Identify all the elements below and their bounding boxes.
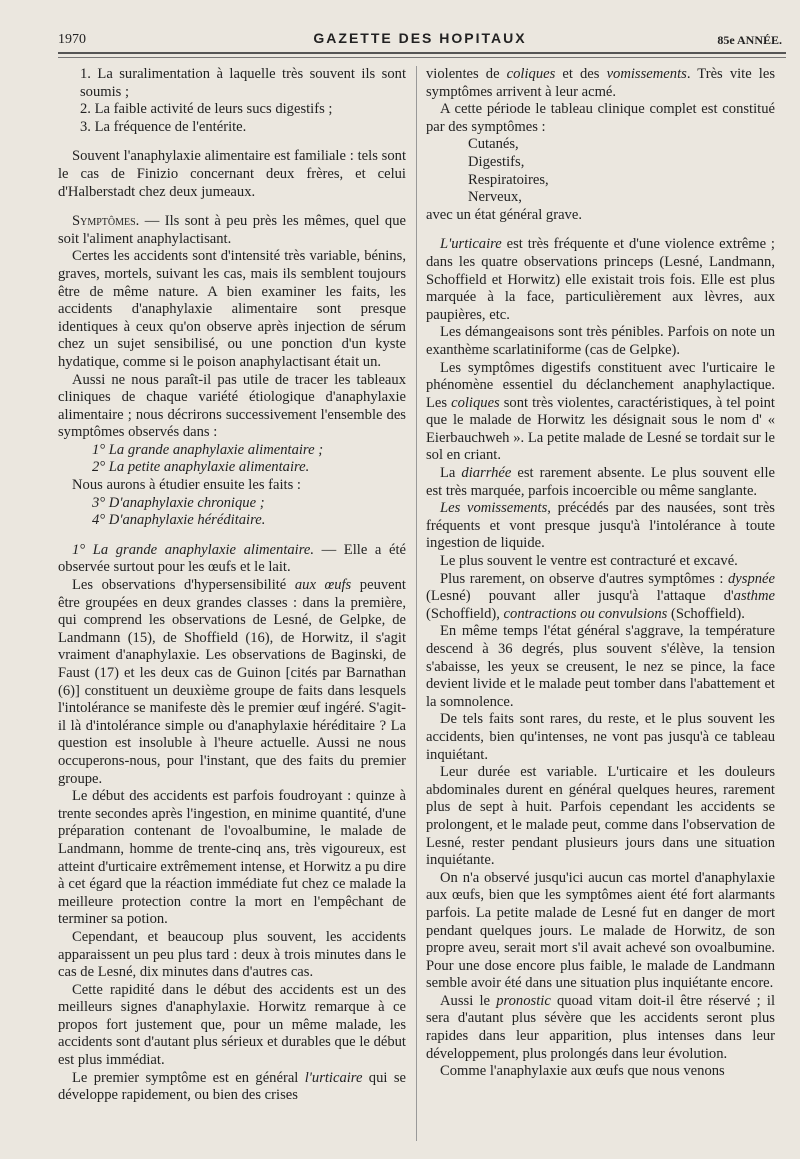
paragraph-pronostic <box>426 993 775 1063</box>
paragraph-debut: Le début des accidents est parfois foudroyant : quinze à trente secondes après l'ingestion, en minime quantité, d'une préparation contenant de l'ovoalbumine, le malade de Landmann, homme de trente-cinq ans, très vigoureux, est atteint d'urticaire extrêmement intense, et Horwitz a pu dire à cet égard que la réaction immédiate fut chez ce malade la meilleure protection contre la mort en l'empêchant de terminer sa potion. <box>58 788 406 928</box>
paragraph-vomissements <box>426 500 775 553</box>
symptom-item: Respiratoires, <box>468 171 549 188</box>
text-run: Le premier symptôme est en général <box>72 1069 305 1086</box>
paragraph-aussi: Aussi ne nous paraît-il pas utile de tracer les tableaux cliniques de chaque variété étiologique d'anaphylaxie alimentaire ; nous décrirons successivement l'ensemble des symptômes observés dans : <box>58 371 406 441</box>
text-run: est rarement absente. Le plus souvent elle est très marquée, parfois incoercible ou même sanglante. <box>426 465 775 499</box>
text-run: Aussi le <box>440 992 497 1009</box>
paragraph-premier <box>58 1070 406 1105</box>
cause-item: 3. La fréquence de l'entérite. <box>80 118 247 135</box>
journal-title: GAZETTE DES HOPITAUX <box>313 30 527 46</box>
text-run: et des <box>555 66 607 82</box>
paragraph-nous: Nous aurons à étudier ensuite les faits : <box>72 477 301 494</box>
paragraph-text: — Ils sont à peu près les mêmes, quel que soit l'aliment anaphylactisant. <box>58 213 406 247</box>
text-run-italic: L'urticaire <box>440 236 502 253</box>
text-run: (Schoffield), <box>426 605 504 622</box>
text-run-italic: vomissements <box>606 66 687 82</box>
paragraph-rapidite: Cette rapidité dans le début des accidents est un des meilleurs signes d'anaphylaxie. Horwitz remarque à ce propos fort justement que, pour un même malade, les accidents sont d'autant plus sérieux et durables que le début est plus immédiat. <box>58 981 406 1069</box>
text-run: sont très violentes, caractéristiques, à tel point que le malade de Horwitz les désignait sous le nom d' « Eierbauchweh ». La petite malade de Lesné se tordait sur le sol en criant. <box>426 394 775 464</box>
paragraph-tels-faits: De tels faits sont rares, du reste, et le plus souvent les accidents, bien qu'intenses, ne vont pas jusqu'à ce tableau inquiétant. <box>426 711 775 763</box>
paragraph-meme-temps: En même temps l'état général s'aggrave, la température descend à 36 degrés, plus souvent s'élève, la tension s'abaisse, les yeux se creusent, le nez se pince, la face devient livide et le malade peut tomber dans l'abattement et la somnolence. <box>426 623 775 710</box>
paragraph-grande <box>58 542 406 577</box>
paragraph-text: — Elle a été observée surtout pour les œufs et le lait. <box>58 541 406 576</box>
left-column <box>58 66 406 1144</box>
paragraph-mortel: On n'a observé jusqu'ici aucun cas mortel d'anaphylaxie aux œufs, bien que les symptômes aient été fort alarmants parfois. La petite malade de Lesné fut en danger de mort pendant quelques jours. Le malade de Horwitz, de son propre aveu, serait mort s'il avait achevé son ovoalbumine. Pour une dose encore plus faible, le malade de Landmann semble avoir été dans une situation plus inquiétante encore. <box>426 869 775 992</box>
text-run-italic: contractions ou convulsions <box>503 605 668 622</box>
text-run: est très fréquente et d'une violence extrême ; dans les quatre observations princeps (Lesné, Landmann, Schoffield et Horwitz) elle existait trois fois. Elle est plus marquée à la face, particulièrement aux lèvres, aux paupières, etc. <box>426 236 775 323</box>
text-run-italic: asthme <box>733 588 775 605</box>
text-run-italic: l'urticaire <box>304 1069 363 1086</box>
paragraph-certes: Certes les accidents sont d'intensité très variable, bénins, graves, mortels, suivant les cas, mais ils semblent toujours être de même nature. A bien examiner les faits, les accidents d'anaphylaxie alimentaire sont presque identiques à ceux qu'on observe après injection de sérum chez un sujet sensibilisé, ou une ponction d'un kyste hydatique, comme si le poison anaphylactisant était un. <box>58 248 406 370</box>
text-run: qui se développe rapidement, ou bien des crises <box>58 1069 406 1104</box>
text-run-italic: coliques <box>506 66 556 82</box>
page-number: 1970 <box>58 32 86 47</box>
text-run: (Schoffield). <box>667 605 745 622</box>
text-run-italic: aux œufs <box>294 577 352 594</box>
symptom-item: Digestifs, <box>468 153 525 170</box>
paragraph-comme: Comme l'anaphylaxie aux œufs que nous venons <box>440 1063 725 1080</box>
symptom-item: Nerveux, <box>468 189 522 206</box>
text-run-italic: dyspnée <box>727 570 775 587</box>
text-run: Plus rarement, on observe d'autres symptômes : <box>440 570 728 587</box>
page-header <box>58 28 782 52</box>
header-rule-thin <box>58 57 786 58</box>
form-item: 3° D'anaphylaxie chronique ; <box>92 494 265 511</box>
text-run: , précédés par des nausées, sont très fréquents et vont presque jusqu'à l'intolérance à toute ingestion de liquide. <box>426 500 775 552</box>
cause-item: 1. La suralimentation à laquelle très souvent ils sont soumis ; <box>80 66 406 100</box>
paragraph-diarrhee <box>426 465 775 500</box>
text-run: (Lesné) pouvant aller jusqu'à l'attaque d' <box>426 588 734 605</box>
paragraph-familial: Souvent l'anaphylaxie alimentaire est familiale : tels sont le cas de Finizio concernant deux frères, et celui d'Halberstadt chez deux jumeaux. <box>58 148 406 200</box>
section-heading-grande: 1° La grande anaphylaxie alimentaire. <box>72 541 315 558</box>
text-run-italic: diarrhée <box>461 465 512 482</box>
text-run: quoad vitam doit-il être réservé ; il sera d'autant plus sévère que les accidents seront plus rapides dans leur apparition, plus intenses dans leur développement, plus prolongés dans leur évolution. <box>426 992 775 1062</box>
text-run: . Très vite les symptômes arrivent à leur acmé. <box>426 66 775 100</box>
paragraph-symptomes <box>58 213 406 248</box>
text-run-italic: coliques <box>451 394 500 411</box>
right-column <box>426 66 775 1144</box>
text-run: violentes de <box>426 66 507 82</box>
paragraph-etat: avec un état général grave. <box>426 206 582 223</box>
form-item: 4° D'anaphylaxie héréditaire. <box>92 512 266 529</box>
text-run-italic: Les vomissements <box>440 500 548 517</box>
form-item: 2° La petite anaphylaxie alimentaire. <box>92 459 310 476</box>
paragraph-duree: Leur durée est variable. L'urticaire et les douleurs abdominales durent en général quelques heures, rarement plus de sept à huit. Parfois cependant les accidents se prolongent, et le malade peut, comme dans l'observation de Lesné, rester pendant plusieurs jours dans une situation inquiétante. <box>426 764 775 869</box>
form-item: 1° La grande anaphylaxie alimentaire ; <box>92 441 324 458</box>
paragraph-cependant: Cependant, et beaucoup plus souvent, les accidents apparaissent un peu plus tard : deux à trois minutes dans le cas de Lesné, dix minutes dans d'autres cas. <box>58 928 406 981</box>
paragraph-periode: A cette période le tableau clinique complet est constitué par des symptômes : <box>426 101 775 135</box>
symptom-item: Cutanés, <box>468 136 519 153</box>
section-heading-symptomes: Symptômes. <box>72 213 140 230</box>
text-run-italic: pronostic <box>496 992 551 1009</box>
text-run: Les observations d'hypersensibilité <box>72 577 295 594</box>
paragraph-ventre: Le plus souvent le ventre est contracturé et excavé. <box>440 553 738 570</box>
paragraph-urticaire <box>426 236 775 324</box>
paragraph-violentes <box>426 66 775 101</box>
text-run: La <box>440 465 462 482</box>
header-rule <box>58 52 786 54</box>
journal-year: 85e ANNÉE. <box>717 33 782 47</box>
cause-item: 2. La faible activité de leurs sucs digestifs ; <box>80 101 333 118</box>
paragraph-digestifs <box>426 360 775 466</box>
text-run: peuvent être groupées en deux grandes classes : dans la première, qui comprend les observations de Lesné, de Gelpke, de Landmann (15), de Shoffield (16), de Horwitz, il s'agit vraiment d'anaphylaxie. Les observations de Baginski, de Faust (17) et les deux cas de Guinon [cités par Barnathan (6)] constituent un deuxième groupe de faits dans lesquels l'intolérance se manifeste dès le premier œuf ingéré. S'agit-il là d'intolérance simple ou d'anaphylaxie héréditaire ? La question est insoluble à l'heure actuelle. Aussi ne nous occuperons-nous, pour l'instant, que des faits du premier groupe. <box>58 577 406 787</box>
paragraph-rarement <box>426 571 775 624</box>
paragraph-observations <box>58 577 406 788</box>
paragraph-demangeaisons: Les démangeaisons sont très pénibles. Parfois on note un exanthème scarlatiniforme (cas de Gelpke). <box>426 324 775 358</box>
column-divider <box>416 66 417 1141</box>
text-run: Les symptômes digestifs constituent avec l'urticaire le phénomène essentiel du déclanchement anaphylactique. Les <box>426 359 775 411</box>
